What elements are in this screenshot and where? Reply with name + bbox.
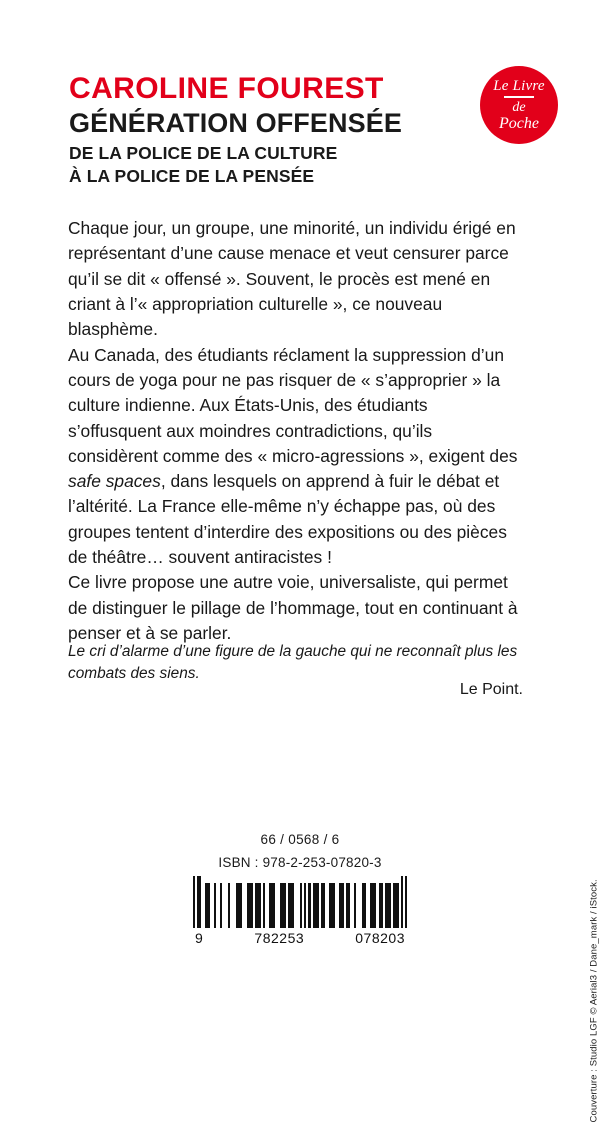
blurb-paragraph-3: Ce livre propose une autre voie, universaliste, qui permet de distinguer le pillage de l’hommage, tout en continuant à penser et à se parler. (68, 572, 518, 643)
blurb-paragraph-2 (68, 343, 523, 571)
cover-credit: Couverture : Studio LGF © Aerial3 / Dane_mark / iStock. (588, 879, 599, 1123)
barcode-left-digit: 9 (195, 930, 204, 946)
barcode-group-2: 078203 (355, 930, 405, 946)
barcode-digits (193, 930, 407, 946)
blurb-paragraph-1: Chaque jour, un groupe, une minorité, un individu érigé en représentant d’une cause menace et veut censurer parce qu’il se dit « offensé ». Souvent, le procès est mené en criant à l’« appropriation culturelle », ce nouveau blasphème. (68, 218, 516, 340)
logo-line-3: Poche (499, 115, 539, 133)
press-quote: Le cri d’alarme d’une figure de la gauche qui ne reconnaît plus les combats des siens. (68, 643, 518, 682)
logo-line-2: de (512, 99, 526, 115)
barcode-group-1: 782253 (254, 930, 305, 946)
blurb-paragraph-2-italic: safe spaces (68, 471, 161, 492)
publisher-logo (480, 66, 558, 144)
price-code: 66 / 0568 / 6 (260, 832, 340, 847)
book-author: CAROLINE FOUREST (69, 72, 384, 105)
logo-divider (504, 96, 534, 98)
book-title: GÉNÉRATION OFFENSÉE (69, 108, 402, 138)
blurb-text (68, 216, 523, 646)
barcode-bars (193, 876, 407, 928)
book-subtitle-line-1: DE LA POLICE DE LA CULTURE (69, 143, 338, 163)
book-subtitle (69, 142, 337, 188)
isbn-code: ISBN : 978-2-253-07820-3 (218, 855, 382, 870)
barcode (193, 876, 407, 946)
blurb-paragraph-2-part-2: , dans lesquels on apprend à fuir le débat et l’altérité. La France elle-même n’y échappe pas, où des groupes tentent d’interdire des expositions ou des pièces de théâtre… souvent antiracistes ! (68, 471, 507, 568)
press-source: Le Point. (459, 681, 523, 698)
logo-line-1: Le Livre (493, 77, 545, 94)
book-subtitle-line-2: À LA POLICE DE LA PENSÉE (69, 166, 315, 187)
blurb-paragraph-2-part-1: Au Canada, des étudiants réclament la suppression d’un cours de yoga pour ne pas risquer de « s’approprier » la culture indienne. Aux États-Unis, des étudiants s’offusquent aux moindres contradictions, qu’ils considèrent comme des « micro-agressions », exigent des (68, 344, 518, 466)
